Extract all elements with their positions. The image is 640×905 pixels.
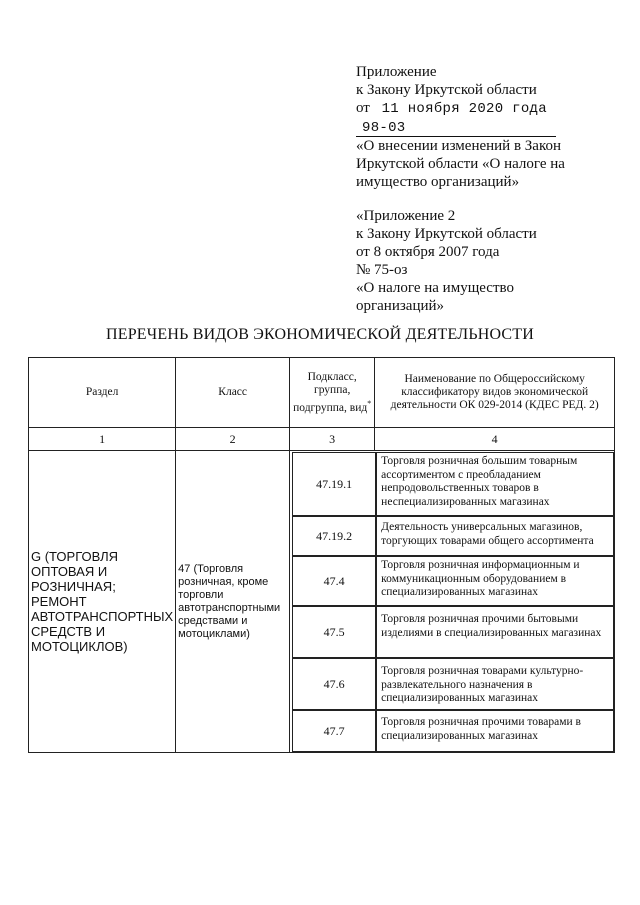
law-title-3: имущество организаций»	[356, 174, 520, 190]
header-podklass: Подкласс, группа, подгруппа, вид*	[290, 358, 375, 428]
date2-label: от 8 октября 2007 года	[356, 244, 500, 260]
to-law2-label: к Закону Иркутской области	[356, 226, 537, 242]
index-1: 1	[29, 428, 176, 451]
law2-title-1: «О налоге на имущество	[356, 280, 514, 296]
index-2: 2	[176, 428, 290, 451]
law-title-2: Иркутской области «О налоге на	[356, 156, 565, 172]
row-name: Торговля розничная прочими бытовыми изделиями в специализированных магазинах	[376, 606, 614, 658]
razdel-cell: G (ТОРГОВЛЯ ОПТОВАЯ И РОЗНИЧНАЯ; РЕМОНТ АВТОТРАНСПОРТНЫХ СРЕДСТВ И МОТОЦИКЛОВ)	[29, 451, 176, 753]
date-prefix: от	[356, 100, 370, 116]
header-name: Наименование по Общероссийскому классификатору видов экономической деятельности ОК 029-2014 (КДЕС РЕД. 2)	[375, 358, 615, 428]
row-code: 47.19.1	[292, 452, 376, 516]
number2-label: № 75-оз	[356, 262, 408, 278]
row-code: 47.7	[292, 710, 376, 752]
appendix-label: Приложение	[356, 64, 437, 80]
index-4: 4	[375, 428, 615, 451]
header-block	[356, 63, 616, 315]
row-code: 47.5	[292, 606, 376, 658]
to-law-label: к Закону Иркутской области	[356, 82, 537, 98]
activity-table	[28, 357, 615, 753]
row-name: Торговля розничная товарами культурно-развлекательного назначения в специализированных магазинах	[376, 658, 614, 710]
header-klass: Класс	[176, 358, 290, 428]
page-title: ПЕРЕЧЕНЬ ВИДОВ ЭКОНОМИЧЕСКОЙ ДЕЯТЕЛЬНОСТИ	[105, 326, 535, 343]
header-razdel: Раздел	[29, 358, 176, 428]
index-3: 3	[290, 428, 375, 451]
date-line	[356, 99, 616, 118]
row-code: 47.6	[292, 658, 376, 710]
row-name: Деятельность универсальных магазинов, торгующих товарами общего ассортимента	[376, 516, 614, 556]
row-name: Торговля розничная прочими товарами в специализированных магазинах	[376, 710, 614, 752]
rows-container	[290, 451, 615, 753]
row-code: 47.4	[292, 556, 376, 606]
number-line	[356, 118, 616, 137]
row-name: Торговля розничная большим товарным ассортиментом с преобладанием непродовольственных товаров в неспециализированных магазинах	[376, 452, 614, 516]
row-code: 47.19.2	[292, 516, 376, 556]
appendix2-label: «Приложение 2	[356, 208, 456, 224]
law2-title-2: организаций»	[356, 298, 445, 314]
law-title-1: «О внесении изменений в Закон	[356, 138, 562, 154]
number-value: 98-03	[356, 120, 556, 137]
klass-cell: 47 (Торговля розничная, кроме торговли автотранспортными средствами и мотоциклами)	[176, 451, 290, 753]
row-name: Торговля розничная информационным и коммуникационным оборудованием в специализированных магазинах	[376, 556, 614, 606]
date-value: 11 ноября 2020 года	[381, 101, 547, 117]
